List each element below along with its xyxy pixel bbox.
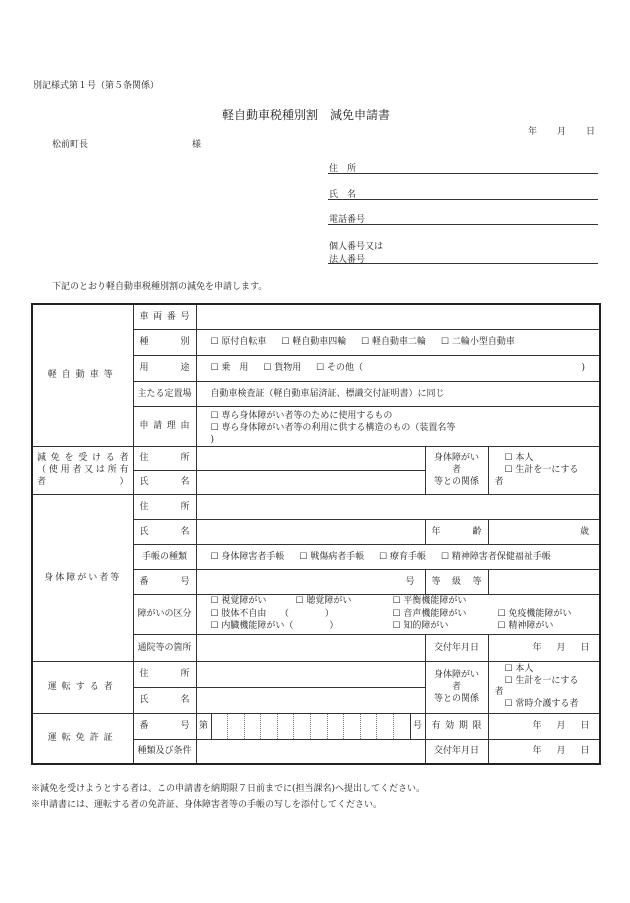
disabled-issue-field[interactable]: 年 月 日	[488, 634, 600, 661]
note-2: ※申請書には、運転する者の免許証、身体障害者等の手帳の写しを添付してください。	[31, 800, 383, 810]
reason-close: )	[210, 434, 215, 445]
license-issue-label: 交付年月日	[425, 739, 488, 764]
license-valid-field[interactable]: 年 月 日	[488, 713, 600, 739]
disabled-name-label: 氏 名	[133, 519, 196, 544]
location-value: 自動車検査証（軽自動車届済証、標識交付証明書）に同じ	[196, 381, 600, 406]
reason-options	[196, 406, 600, 446]
addressee: 松前町長	[52, 140, 89, 150]
use-options	[196, 355, 600, 381]
driver-address-label: 住 所	[133, 661, 196, 687]
license-valid-label: 有効期限	[425, 713, 488, 739]
category-options: ☐ 視覚障がい ☐ 聴覚障がい ☐ 平衡機能障がい ☐ 肢体不自由 （ ） ☐ 音声機能障がい ☐ 免疫機能障がい ☐ 内臓機能障がい（ ） ☐ 知的障がい ☐ 精神障がい	[196, 594, 600, 634]
honorific: 様	[192, 140, 202, 150]
exempt-address-label: 住 所	[133, 446, 196, 470]
exempt-relation-label: 身体障がい 者 等との関係	[425, 446, 488, 494]
applicant-name-field[interactable]	[328, 199, 598, 200]
exempt-opt-household[interactable]: ☐ 生計を一にする	[504, 465, 579, 475]
license-number-field[interactable]: 第 号	[196, 713, 425, 739]
applicant-phone-field[interactable]	[328, 224, 598, 225]
applicant-address-field[interactable]	[328, 173, 598, 174]
location-label: 主たる定置場	[133, 381, 196, 406]
disabled-address-label: 住 所	[133, 494, 196, 519]
notebook-physical[interactable]: ☐ 身体障害者手帳	[210, 551, 285, 562]
reason-label: 申請理由	[133, 406, 196, 446]
use-option-passenger[interactable]: ☐ 乗 用	[210, 363, 249, 373]
driver-address-field[interactable]	[196, 661, 425, 687]
exempt-relation-options: ☐ 本人 ☐ 生計を一にする 者	[488, 446, 600, 494]
use-option-cargo[interactable]: ☐ 貨物用	[263, 363, 302, 373]
exempt-name-label: 氏 名	[133, 470, 196, 494]
notebook-rehab[interactable]: ☐ 療育手帳	[379, 551, 427, 562]
license-section-label: 運転免許証	[32, 713, 133, 764]
facility-field[interactable]	[196, 634, 425, 661]
disabled-name-field[interactable]	[196, 519, 425, 544]
driver-name-label: 氏 名	[133, 687, 196, 713]
category-label: 障がいの区分	[133, 594, 196, 634]
exempt-opt-self[interactable]: ☐ 本人	[504, 453, 534, 463]
use-option-other[interactable]: ☐ その他（	[316, 363, 364, 373]
applicant-id-label-1: 個人番号又は	[329, 242, 384, 252]
notebook-options	[196, 544, 600, 569]
grade-field[interactable]	[488, 569, 600, 594]
driver-section-label: 運転する者	[32, 661, 133, 713]
date-line: 年 月 日	[528, 127, 596, 137]
reason-option-1[interactable]: ☐ 専ら身体障がい者等のために使用するもの	[210, 410, 393, 421]
exempt-section-label: 減免を受ける者 （使用者又は所有 者 ）	[32, 446, 133, 494]
notebook-label: 手帳の種類	[133, 544, 196, 569]
disabled-section-label: 身体障がい者等	[32, 494, 133, 661]
disabled-address-field[interactable]	[196, 494, 600, 519]
type-option-moped[interactable]: ☐ 原付自転車	[210, 337, 267, 347]
license-issue-field[interactable]: 年 月 日	[488, 739, 600, 764]
reason-option-2[interactable]: ☐ 専ら身体障がい者等の利用に供する構造のもの（装置名等	[210, 422, 456, 433]
license-type-label: 種類及び条件	[133, 739, 196, 764]
applicant-name-label: 氏 名	[329, 190, 357, 200]
disabled-number-field[interactable]: 号	[196, 569, 425, 594]
driver-opt-self[interactable]: ☐ 本人	[504, 664, 534, 674]
disabled-number-label: 番 号	[133, 569, 196, 594]
page-title: 軽自動車税種別割 減免申請書	[222, 108, 391, 122]
type-option-small2[interactable]: ☐ 二輪小型自動車	[440, 337, 515, 347]
driver-name-field[interactable]	[196, 687, 425, 713]
note-1: ※減免を受けようとする者は、この申請書を納期限７日前までに(担当課名)へ提出してください。	[31, 784, 426, 794]
type-option-kei2[interactable]: ☐ 軽自動車二輪	[361, 337, 427, 347]
use-other-close: )	[581, 363, 586, 373]
exempt-address-field[interactable]	[196, 446, 425, 470]
notebook-mental[interactable]: ☐ 精神障害者保健福祉手帳	[440, 551, 551, 562]
license-type-field[interactable]	[196, 739, 425, 764]
disabled-issue-label: 交付年月日	[425, 634, 488, 661]
applicant-id-field[interactable]	[328, 263, 598, 264]
age-label: 年 齢	[425, 519, 488, 544]
exempt-name-field[interactable]	[196, 470, 425, 494]
application-table	[31, 303, 601, 765]
use-label: 用 途	[133, 355, 196, 381]
notebook-war[interactable]: ☐ 戦傷病者手帳	[299, 551, 365, 562]
driver-relation-label: 身体障がい 者 等との関係	[425, 661, 488, 713]
intro-text: 下記のとおり軽自動車税種別割の減免を申請します。	[52, 282, 268, 292]
driver-opt-household[interactable]: ☐ 生計を一にする	[504, 675, 579, 686]
type-label: 種 別	[133, 329, 196, 355]
grade-label: 等級等	[425, 569, 488, 594]
plate-field[interactable]	[196, 304, 600, 329]
applicant-address-label: 住 所	[329, 164, 357, 174]
applicant-phone-label: 電話番号	[329, 215, 366, 225]
form-number: 別記様式第１号（第５条関係）	[33, 81, 160, 91]
vehicle-section-label: 軽自動車等	[32, 304, 133, 446]
driver-opt-caregiver[interactable]: ☐ 常時介護する者	[504, 698, 579, 709]
plate-label: 車両番号	[133, 304, 196, 329]
age-field[interactable]: 歳	[488, 519, 600, 544]
type-option-kei4[interactable]: ☐ 軽自動車四輪	[281, 337, 347, 347]
facility-label: 通院等の箇所	[133, 634, 196, 661]
driver-relation-options: ☐ 本人 ☐ 生計を一にする 者 ☐ 常時介護する者	[488, 661, 600, 713]
license-number-label: 番 号	[133, 713, 196, 739]
applicant-id-label-2: 法人番号	[329, 255, 366, 265]
type-options	[196, 329, 600, 355]
